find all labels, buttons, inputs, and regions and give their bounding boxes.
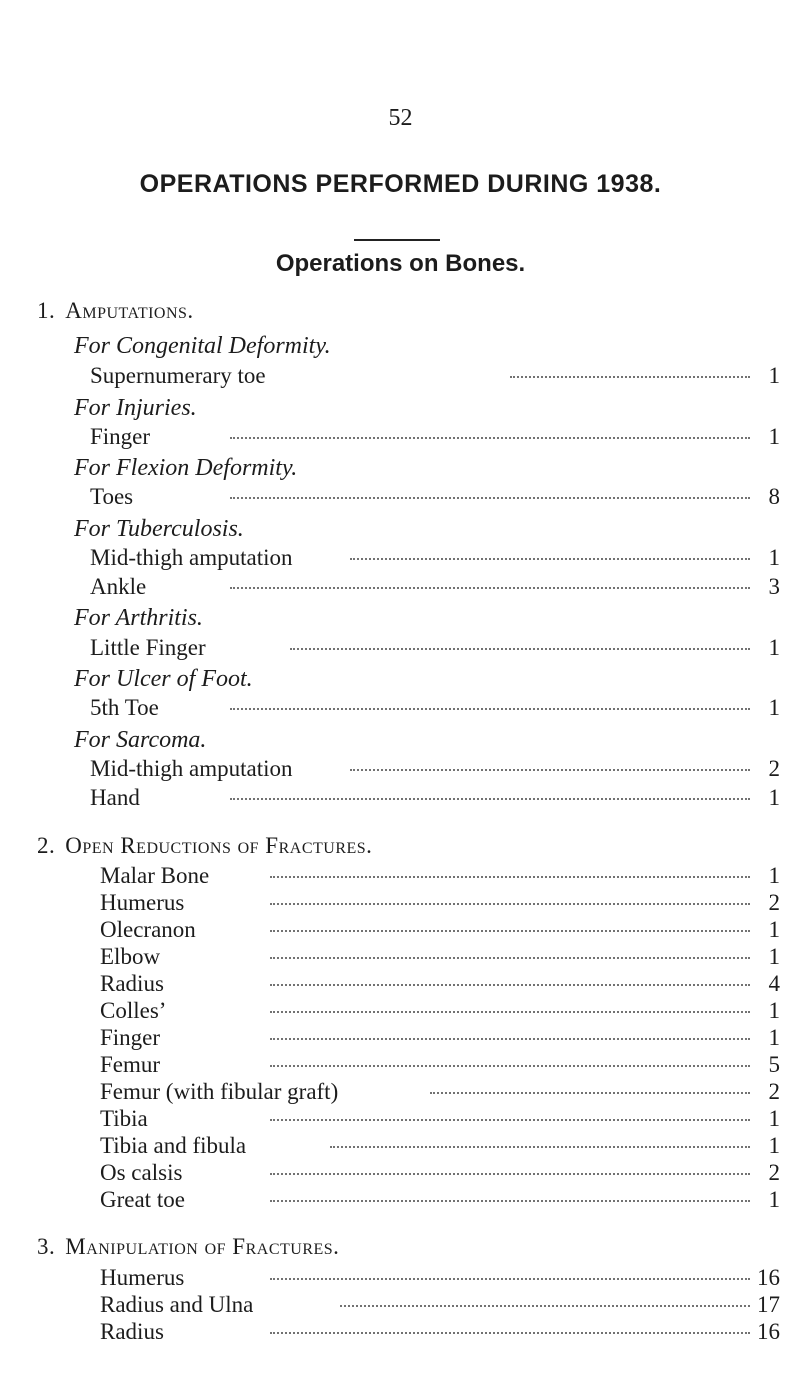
leader-dots [230,798,750,800]
item-count: 2 [768,1160,780,1185]
list-item [100,1105,780,1133]
item-count: 1 [768,695,780,720]
item-count: 2 [768,1079,780,1104]
list-item [90,784,780,812]
list-item [100,1318,780,1346]
section-heading-text: Manipulation of Fractures. [65,1234,340,1259]
item-count: 16 [757,1265,780,1290]
section-heading-text: Open Reductions of Fractures. [65,833,373,858]
list-item [100,1024,780,1052]
item-label: Little Finger [90,635,206,660]
item-label: Supernumerary toe [90,363,266,388]
leader-dots [230,437,750,439]
page-number: 52 [388,105,413,131]
item-count: 1 [768,1106,780,1131]
item-count: 1 [768,917,780,942]
leader-dots [270,1332,750,1334]
item-label: Mid-thigh amputation [90,545,293,570]
section-number: 3. [37,1234,56,1259]
section-heading-text: Amputations. [65,298,194,323]
item-label: Femur (with fibular graft) [100,1079,339,1104]
list-item [90,362,780,390]
leader-dots [270,1011,750,1013]
list-item [90,483,780,511]
leader-dots [350,769,750,771]
item-count: 1 [768,363,780,388]
list-item [90,755,780,783]
item-count: 1 [768,1187,780,1212]
list-item [90,694,780,722]
leader-dots [430,1092,750,1094]
list-item [100,889,780,917]
item-label: Humerus [100,890,185,915]
item-label: Toes [90,484,134,509]
leader-dots [340,1305,750,1307]
section-number: 2. [37,833,56,858]
leader-dots [230,708,750,710]
leader-dots [510,376,750,378]
leader-dots [270,903,750,905]
group-heading: For Flexion Deformity. [74,455,298,481]
item-label: Colles’ [100,998,167,1023]
item-count: 4 [768,971,780,996]
list-item [100,1078,780,1106]
leader-dots [350,558,750,560]
item-label: 5th Toe [90,695,159,720]
item-label: Radius [100,971,164,996]
item-count: 1 [768,424,780,449]
list-item [100,997,780,1025]
item-count: 8 [768,484,780,509]
item-label: Hand [90,785,140,810]
leader-dots [270,1119,750,1121]
item-count: 16 [757,1319,780,1344]
leader-dots [270,984,750,986]
section-heading-amputations [37,298,194,324]
section-heading-manipulation [37,1234,339,1260]
item-count: 1 [768,635,780,660]
group-heading: For Ulcer of Foot. [74,666,253,692]
item-label: Elbow [100,944,161,969]
leader-dots [230,587,750,589]
list-item [100,1132,780,1160]
leader-dots [270,930,750,932]
group-heading: For Sarcoma. [74,727,207,753]
section-number: 1. [37,298,56,323]
leader-dots [270,1065,750,1067]
item-count: 1 [768,545,780,570]
leader-dots [330,1146,750,1148]
leader-dots [270,1200,750,1202]
list-item [90,544,780,572]
item-count: 1 [768,1133,780,1158]
item-label: Os calsis [100,1160,183,1185]
item-label: Finger [100,1025,161,1050]
item-count: 2 [768,890,780,915]
item-count: 1 [768,863,780,888]
item-label: Humerus [100,1265,185,1290]
item-count: 1 [768,998,780,1023]
item-label: Radius and Ulna [100,1292,254,1317]
item-count: 3 [768,574,780,599]
leader-dots [270,1038,750,1040]
group-heading: For Injuries. [74,395,197,421]
item-count: 1 [768,1025,780,1050]
item-label: Femur [100,1052,161,1077]
section-heading-open-reductions [37,833,372,859]
item-count: 5 [768,1052,780,1077]
leader-dots [230,497,750,499]
item-label: Ankle [90,574,147,599]
list-item [100,1264,780,1292]
group-heading: For Arthritis. [74,605,203,631]
item-count: 1 [768,944,780,969]
item-count: 17 [757,1292,780,1317]
group-heading: For Congenital Deformity. [74,333,331,359]
leader-dots [270,957,750,959]
group-heading: For Tuberculosis. [74,516,244,542]
list-item [90,634,780,662]
section-subtitle: Operations on Bones. [275,250,526,277]
page-title: OPERATIONS PERFORMED DURING 1938. [139,170,662,198]
item-label: Radius [100,1319,164,1344]
list-item [100,970,780,998]
item-count: 1 [768,785,780,810]
list-item [100,862,780,890]
list-item [90,423,780,451]
item-label: Tibia and fibula [100,1133,247,1158]
item-label: Tibia [100,1106,148,1131]
item-label: Great toe [100,1187,185,1212]
list-item [100,1051,780,1079]
list-item [100,1186,780,1214]
leader-dots [270,876,750,878]
list-item [90,573,780,601]
leader-dots [290,648,750,650]
item-count: 2 [768,756,780,781]
item-label: Mid-thigh amputation [90,756,293,781]
leader-dots [270,1278,750,1280]
list-item [100,916,780,944]
item-label: Olecranon [100,917,196,942]
title-divider [354,239,440,241]
leader-dots [270,1173,750,1175]
list-item [100,1159,780,1187]
item-label: Finger [90,424,151,449]
list-item [100,943,780,971]
list-item [100,1291,780,1319]
item-label: Malar Bone [100,863,210,888]
